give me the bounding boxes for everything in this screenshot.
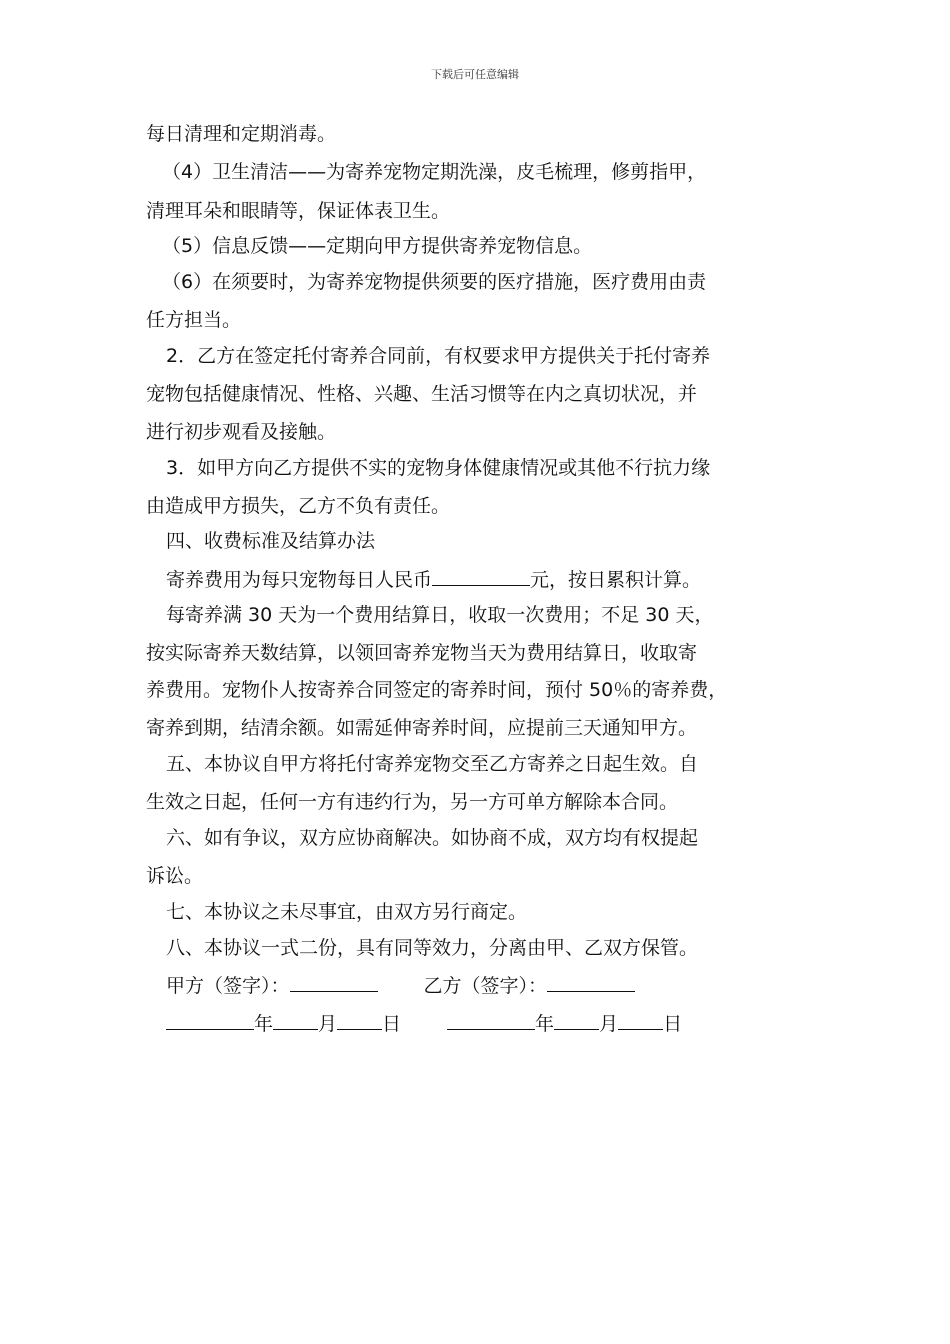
paragraph-line: 清理耳朵和眼睛等，保证体表卫生。 [146,200,451,222]
paragraph-line: 任方担当。 [146,309,242,331]
paragraph-line: 每日清理和定期消毒。 [146,123,337,145]
fee-prefix: 寄养费用为每只宠物每日人民币 [166,569,433,591]
paragraph-line: 进行初步观看及接触。 [146,421,337,443]
party-b-day-blank [618,1009,663,1030]
fee-suffix: 元，按日累积计算。 [530,569,702,591]
page-header: 下载后可任意编辑 [431,68,519,81]
party-a-label: 甲方（签字）： [166,975,290,997]
paragraph-line: 七、本协议之未尽事宜，由双方另行商定。 [166,901,528,923]
party-a-day-blank [337,1009,382,1030]
day-label: 日 [382,1013,402,1035]
fee-amount-blank [432,565,530,586]
paragraph-line: 每寄养满 30 天为一个费用结算日，收取一次费用；不足 30 天， [166,604,714,626]
party-b-year-blank [447,1009,535,1030]
paragraph-line: 养费用。宠物仆人按寄养合同签定的寄养时间，预付 50％的寄养费， [146,679,728,701]
paragraph-line: 按实际寄养天数结算，以领回寄养宠物当天为费用结算日，收取寄 [146,642,698,664]
party-b-signature-blank [547,971,635,992]
year-label: 年 [254,1013,274,1035]
party-a-year-blank [166,1009,254,1030]
section-heading: 四、收费标准及结算办法 [166,530,376,552]
month-label: 月 [599,1013,619,1035]
paragraph-line: （6）在须要时，为寄养宠物提供须要的医疗措施，医疗费用由责 [162,271,707,293]
year-label: 年 [535,1013,555,1035]
paragraph-line: 由造成甲方损失，乙方不负有责任。 [146,495,451,517]
paragraph-line: 诉讼。 [146,865,204,887]
party-a-month-blank [273,1009,318,1030]
party-a-signature-blank [290,971,378,992]
month-label: 月 [318,1013,338,1035]
paragraph-line: 3．如甲方向乙方提供不实的宠物身体健康情况或其他不行抗力缘 [166,457,711,479]
paragraph-line: 五、本协议自甲方将托付寄养宠物交至乙方寄养之日起生效。自 [166,753,699,775]
fee-line [166,565,701,593]
paragraph-line: 宠物包括健康情况、性格、兴趣、生活习惯等在内之真切状况，并 [146,383,698,405]
party-b-label: 乙方（签字）： [423,975,548,997]
paragraph-line: 六、如有争议，双方应协商解决。如协商不成，双方均有权提起 [166,827,699,849]
paragraph-line: 八、本协议一式二份，具有同等效力，分离由甲、乙双方保管。 [166,937,699,959]
day-label: 日 [663,1013,683,1035]
paragraph-line: （4）卫生清洁——为寄养宠物定期洗澡，皮毛梳理，修剪指甲， [162,161,707,183]
signature-row [166,971,635,999]
paragraph-line: 生效之日起，任何一方有违约行为，另一方可单方解除本合同。 [146,791,679,813]
paragraph-line: （5）信息反馈——定期向甲方提供寄养宠物信息。 [162,235,593,257]
date-row [166,1009,682,1037]
party-b-month-blank [554,1009,599,1030]
paragraph-line: 2．乙方在签定托付寄养合同前，有权要求甲方提供关于托付寄养 [166,345,711,367]
paragraph-line: 寄养到期，结清余额。如需延伸寄养时间，应提前三天通知甲方。 [146,717,698,739]
